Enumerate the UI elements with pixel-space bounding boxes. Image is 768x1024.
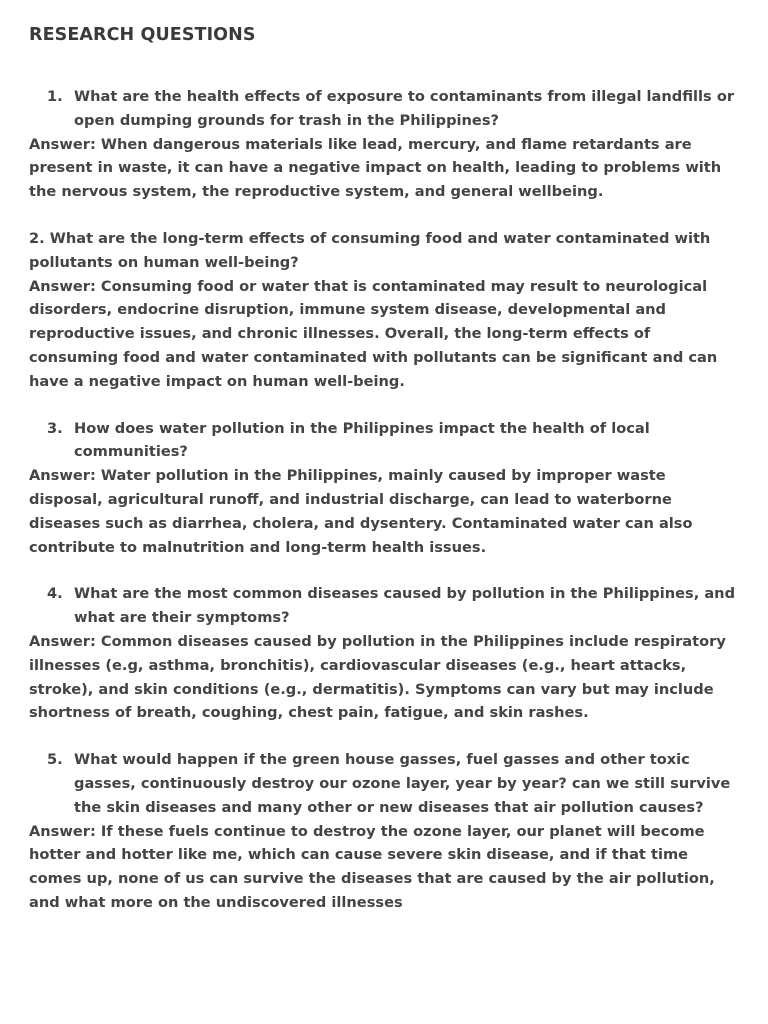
answer-1: Answer: When dangerous materials like lead, mercury, and flame retardants are present in waste, it can have a negative impact on health, leading to problems with the nervous system, the reproductive system, and general wellbeing. xyxy=(29,135,722,201)
question-4 xyxy=(29,582,740,630)
question-1 xyxy=(29,85,740,133)
qa-item-3 xyxy=(29,417,740,560)
question-3 xyxy=(29,417,740,465)
page-title: RESEARCH QUESTIONS xyxy=(29,25,256,45)
question-text: What would happen if the green house gasses, fuel gasses and other toxic gasses, continuously destroy our ozone layer, year by year? can we still survive the skin diseases and many other or new diseases that air pollution causes? xyxy=(74,751,731,816)
question-number: 4. xyxy=(47,585,63,603)
qa-item-5 xyxy=(29,748,740,915)
qa-item-4 xyxy=(29,582,740,725)
question-5 xyxy=(29,748,740,819)
question-number: 5. xyxy=(47,751,63,769)
qa-item-1 xyxy=(29,85,740,204)
question-text: What are the health effects of exposure to contaminants from illegal landfills or open dumping grounds for trash in the Philippines? xyxy=(74,88,735,129)
question-text: What are the most common diseases caused by pollution in the Philippines, and what are their symptoms? xyxy=(74,585,736,627)
answer-2: Answer: Consuming food or water that is contaminated may result to neurological disorders, endocrine disruption, immune system disease, developmental and reproductive issues, and chronic illnesses. Overall, the long-term effects of consuming food and water contaminated with pollutants can be significant and can have a negative impact on human well-being. xyxy=(29,277,718,390)
question-text: How does water pollution in the Philippines impact the health of local communities? xyxy=(74,419,650,461)
question-number: 3. xyxy=(47,419,63,437)
qa-item-2 xyxy=(29,227,740,394)
answer-5: Answer: If these fuels continue to destroy the ozone layer, our planet will become hotter and hotter like me, which can cause severe skin disease, and if that time comes up, none of us can survive the diseases that are caused by the air pollution, and what more on the undiscovered illnesses xyxy=(29,822,715,911)
answer-3: Answer: Water pollution in the Philippines, mainly caused by improper waste disposal, agricultural runoff, and industrial discharge, can lead to waterborne diseases such as diarrhea, cholera, and dysentery. Contaminated water can also contribute to malnutrition and long-term health issues. xyxy=(29,467,693,556)
question-number: 1. xyxy=(47,88,63,105)
question-2: 2. What are the long-term effects of consuming food and water contaminated with pollutants on human well-being? xyxy=(29,229,711,271)
answer-4: Answer: Common diseases caused by pollution in the Philippines include respiratory illnesses (e.g, asthma, bronchitis), cardiovascular diseases (e.g., heart attacks, stroke), and skin conditions (e.g., dermatitis). Symptoms can vary but may include shortness of breath, coughing, chest pain, fatigue, and skin rashes. xyxy=(29,632,726,722)
